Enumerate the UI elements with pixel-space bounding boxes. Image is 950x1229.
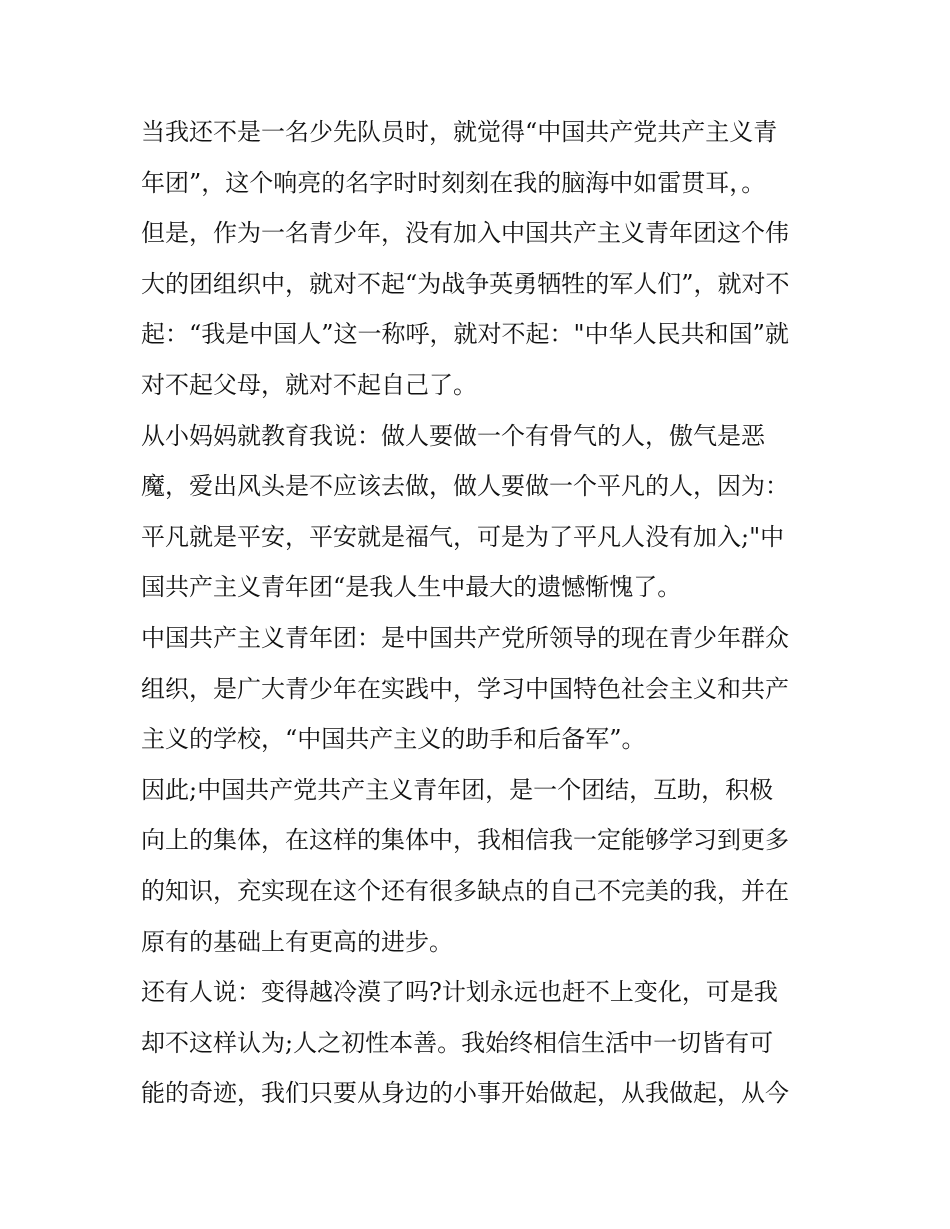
text-line: 国共产主义青年团“是我人生中最大的遗憾惭愧了。 [141, 573, 682, 602]
text-line: 当我还不是一名少先队员时，就觉得“中国共产党共产主义青 [141, 118, 778, 146]
text-line: 主义的学校，“中国共产主义的助手和后备军”。 [141, 725, 646, 754]
text-line: 平凡就是平安，平安就是福气，可是为了平凡人没有加入;"中 [141, 522, 785, 551]
text-line: 中国共产主义青年团：是中国共产党所领导的现在青少年群众 [141, 623, 789, 652]
text-line: 的知识，充实现在这个还有很多缺点的自己不完美的我，并在 [141, 876, 789, 905]
text-line: 组织，是广大青少年在实践中，学习中国特色社会主义和共产 [141, 674, 789, 703]
text-line: 向上的集体，在这样的集体中，我相信我一定能够学习到更多 [141, 826, 789, 855]
text-line: 但是，作为一名青少年，没有加入中国共产主义青年团这个伟 [141, 219, 789, 248]
text-line: 大的团组织中，就对不起“为战争英勇牺牲的军人们”，就对不 [141, 269, 790, 298]
text-line: 起：“我是中国人”这一称呼，就对不起："中华人民共和国”就 [141, 320, 789, 349]
text-line: 因此;中国共产党共产主义青年团，是一个团结，互助，积极 [141, 775, 774, 804]
text-line: 能的奇迹，我们只要从身边的小事开始做起，从我做起，从今 [141, 1079, 789, 1108]
text-line: 年团”，这个响亮的名字时时刻刻在我的脑海中如雷贯耳，。 [141, 168, 766, 197]
text-line: 对不起父母，就对不起自己了。 [141, 370, 477, 399]
text-line: 从小妈妈就教育我说：做人要做一个有骨气的人，傲气是恶 [141, 421, 765, 450]
text-line: 原有的基础上有更高的进步。 [141, 927, 453, 956]
text-line: 却不这样认为;人之初性本善。我始终相信生活中一切皆有可 [141, 1028, 774, 1057]
text-line: 还有人说：变得越冷漠了吗?计划永远也赶不上变化，可是我 [141, 978, 778, 1007]
text-line: 魔，爱出风头是不应该去做，做人要做一个平凡的人，因为： [141, 472, 789, 501]
body-text [141, 107, 821, 1119]
